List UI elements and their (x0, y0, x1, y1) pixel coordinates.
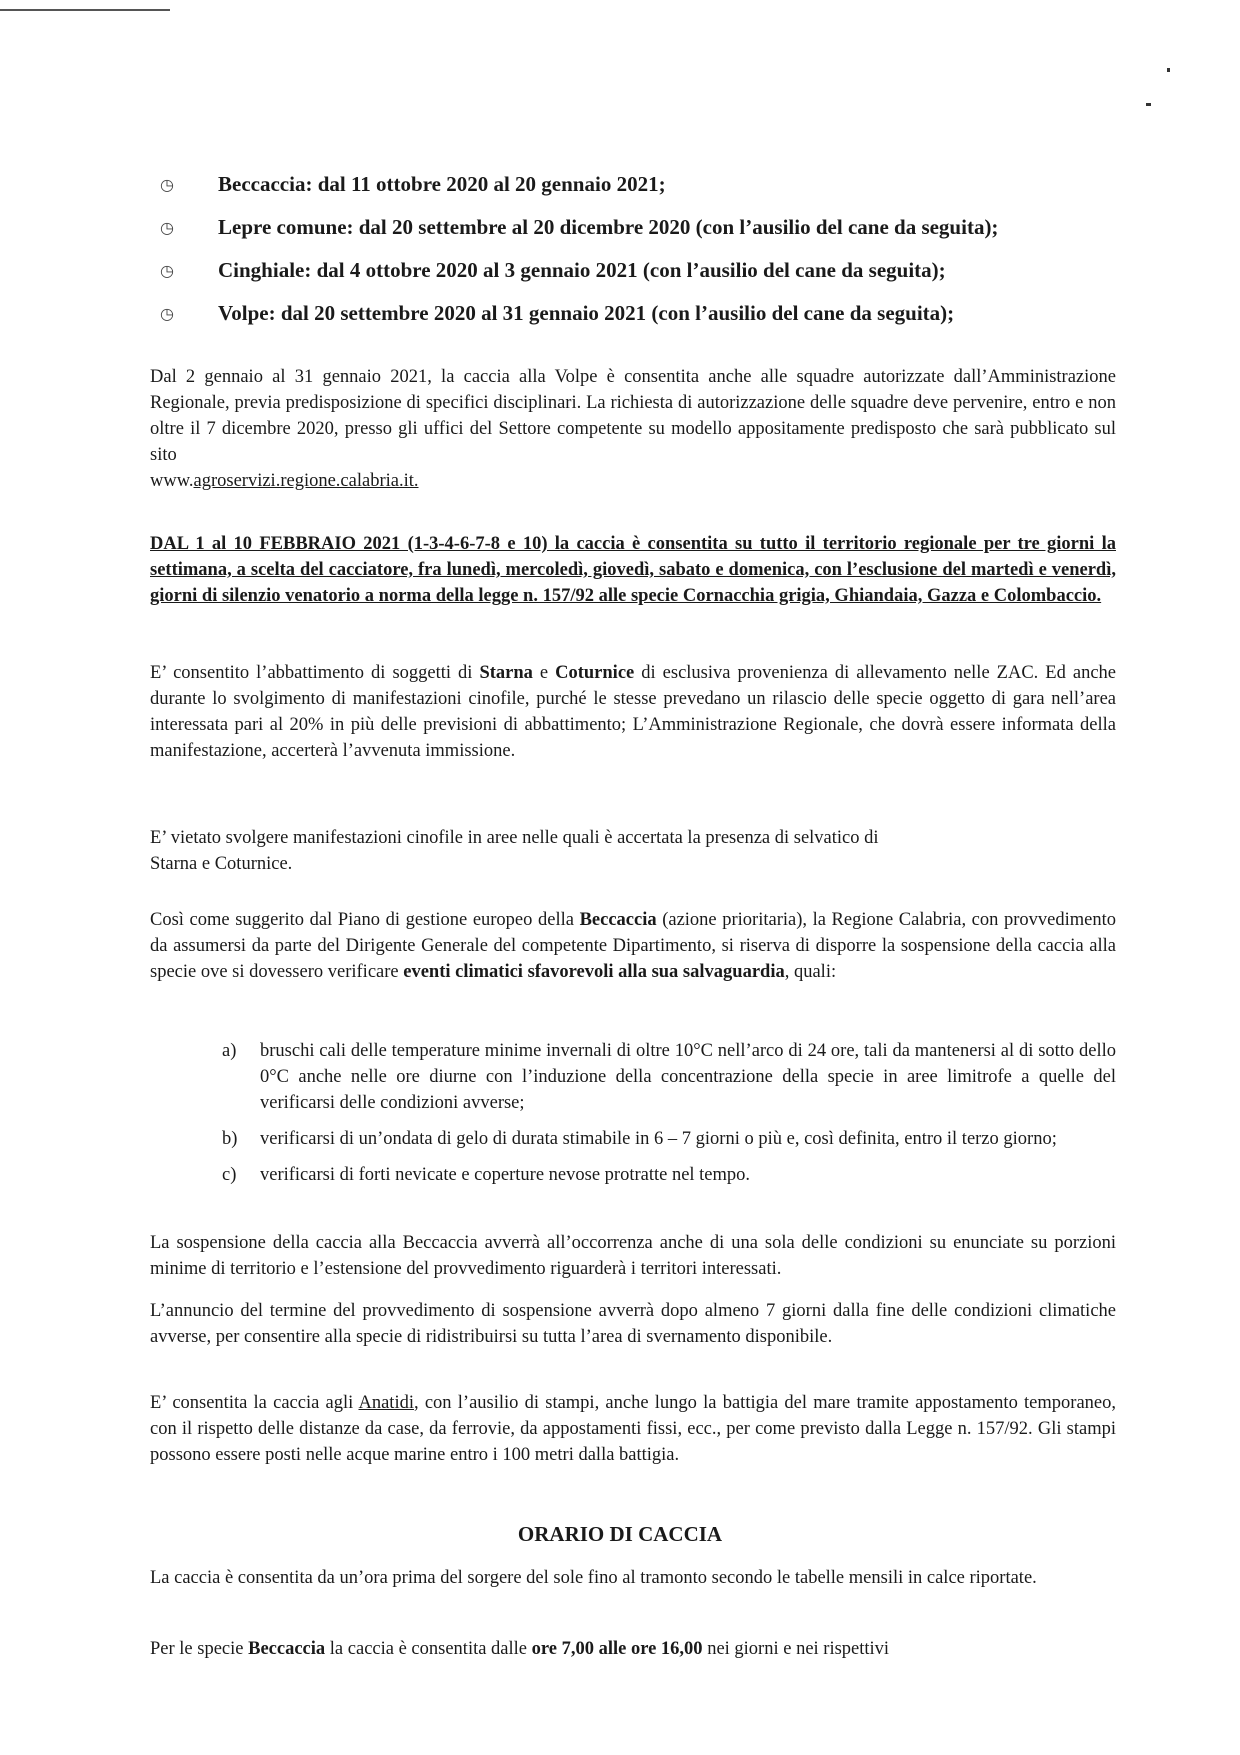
bold-run: Beccaccia (248, 1639, 326, 1659)
paragraph-text: Dal 2 gennaio al 31 gennaio 2021, la caccia alla Volpe è consentita anche alle squadre autorizzate dall’Amministrazione Regionale, previa predisposizione di specifici disciplinari. La richiesta di autorizzazione delle squadre deve pervenire, entro e non oltre il 7 dicembre 2020, presso gli uffici del Settore competente su modello appositamente predisposto che sarà pubblicato sul sito (150, 367, 1116, 465)
top-rule (0, 9, 170, 11)
list-text: verificarsi di forti nevicate e coperture nevose protratte nel tempo. (260, 1165, 751, 1185)
list-text: bruschi cali delle temperature minime invernali di oltre 10°C nell’arco di 24 ore, tali da mantenersi al di sotto dello 0°C anche nelle ore diurne con l’induzione della concentrazione della specie in aree limitrofe a quelle del verificarsi delle condizioni avverse; (260, 1041, 1116, 1113)
paragraph-orario-beccaccia (150, 1636, 1116, 1662)
clock-icon: ◷ (160, 220, 174, 237)
text-run: E’ consentita la caccia agli (150, 1393, 359, 1413)
clock-icon: ◷ (160, 306, 174, 323)
bold-run: eventi climatici sfavorevoli alla sua salvaguardia (403, 962, 785, 982)
section-heading: ORARIO DI CACCIA (517, 1522, 723, 1546)
list-label: a) (222, 1041, 237, 1061)
paragraph-text: La sospensione della caccia alla Beccaccia avverrà all’occorrenza anche di una sola delle condizioni su enunciate su porzioni minime di territorio e l’estensione del provvedimento riguarderà i territori interessati. (150, 1233, 1116, 1279)
bullet-text: Cinghiale: dal 4 ottobre 2020 al 3 gennaio 2021 (con l’ausilio del cane da seguita); (218, 258, 946, 282)
paragraph-text: La caccia è consentita da un’ora prima del sorgere del sole fino al tramonto secondo le tabelle mensili in calce riportate. (150, 1568, 1037, 1588)
bullet-item (160, 258, 1120, 301)
text-run: la caccia è consentita dalle (325, 1639, 532, 1659)
paragraph-volpe-squadre (150, 364, 1116, 494)
conditions-list (222, 1038, 1116, 1198)
text-run: Così come suggerito dal Piano di gestione europeo della (150, 910, 580, 930)
clock-icon: ◷ (160, 263, 174, 280)
list-label: b) (222, 1129, 238, 1149)
clock-icon: ◷ (160, 177, 174, 194)
season-bullet-list (160, 172, 1120, 344)
paragraph-line: E’ vietato svolgere manifestazioni cinofile in aree nelle quali è accertata la presenza di selvatico di (150, 828, 879, 848)
text-run: , con l’ausilio di stampi, anche lungo la battigia del mare tramite appostamento temporaneo, con il rispetto delle distanze da case, da ferrovie, da appostamenti fissi, ecc., per come previsto dalla Legge n. 157/92. Gli stampi possono essere posti nelle acque marine entro i 100 metri dalla battigia. (150, 1393, 1116, 1465)
bold-run: Coturnice (555, 663, 635, 683)
paragraph-febbraio (150, 531, 1116, 609)
text-run: nei giorni e nei rispettivi (702, 1639, 890, 1659)
scan-mark (1146, 103, 1151, 106)
scan-mark (1167, 68, 1170, 72)
underlined-run: Anatidi (358, 1393, 414, 1413)
bullet-item (160, 301, 1120, 344)
paragraph-orario (150, 1565, 1116, 1591)
bold-run: ore 7,00 alle ore 16,00 (531, 1639, 703, 1659)
list-item (222, 1162, 1116, 1188)
bullet-item (160, 215, 1120, 258)
list-item (222, 1038, 1116, 1116)
paragraph-annuncio (150, 1298, 1116, 1350)
paragraph-beccaccia (150, 907, 1116, 985)
paragraph-text: L’annuncio del termine del provvedimento di sospensione avverrà dopo almeno 7 giorni dalla fine delle condizioni climatiche avverse, per consentire alla specie di ridistribuirsi su tutta l’area di svernamento disponibile. (150, 1301, 1116, 1347)
bullet-item (160, 172, 1120, 215)
bullet-text: Lepre comune: dal 20 settembre al 20 dicembre 2020 (con l’ausilio del cane da seguita); (218, 215, 999, 239)
paragraph-anatidi (150, 1390, 1116, 1468)
text-run: , quali: (784, 962, 837, 982)
site-prefix: www. (150, 471, 194, 491)
paragraph-text: DAL 1 al 10 FEBBRAIO 2021 (1-3-4-6-7-8 e 10) la caccia è consentita su tutto il territorio regionale per tre giorni la settimana, a scelta del cacciatore, fra lunedì, mercoledì, giovedì, sabato e domenica, con l’esclusione del martedì e venerdì, giorni di silenzio venatorio a norma della legge n. 157/92 alle specie Cornacchia grigia, Ghiandaia, Gazza e Colombaccio. (150, 534, 1116, 606)
list-text: verificarsi di un’ondata di gelo di durata stimabile in 6 – 7 giorni o più e, così definita, entro il terzo giorno; (260, 1129, 1057, 1149)
text-run: Per le specie (150, 1639, 249, 1659)
website-link[interactable]: agroservizi.regione.calabria.it. (193, 471, 419, 491)
bold-run: Beccaccia (579, 910, 657, 930)
paragraph-sospensione (150, 1230, 1116, 1282)
paragraph-manifestazioni (150, 825, 1116, 877)
list-label: c) (222, 1165, 237, 1185)
bullet-text: Volpe: dal 20 settembre 2020 al 31 gennaio 2021 (con l’ausilio del cane da seguita); (218, 301, 955, 325)
text-run: di esclusiva provenienza di allevamento nelle ZAC. Ed anche durante lo svolgimento di manifestazioni cinofile, purché le stesse prevedano un rilascio delle specie oggetto di gara nell’area interessata pari al 20% in più delle previsioni di abbattimento; L’Amministrazione Regionale, che dovrà essere informata della manifestazione, accerterà l’avvenuta immissione. (150, 663, 1116, 761)
paragraph-line: Starna e Coturnice. (150, 854, 293, 874)
bullet-text: Beccaccia: dal 11 ottobre 2020 al 20 gennaio 2021; (218, 172, 666, 196)
text-run: e (532, 663, 556, 683)
text-run: E’ consentito l’abbattimento di soggetti di (150, 663, 480, 683)
list-item (222, 1126, 1116, 1152)
text-run: (azione prioritaria), la Regione Calabria, con provvedimento da assumersi da parte del Dirigente Generale del competente Dipartimento, si riserva di disporre la sospensione della caccia alla specie ove si dovessero verificare (150, 910, 1116, 982)
bold-run: Starna (479, 663, 533, 683)
paragraph-starna-coturnice (150, 660, 1116, 764)
